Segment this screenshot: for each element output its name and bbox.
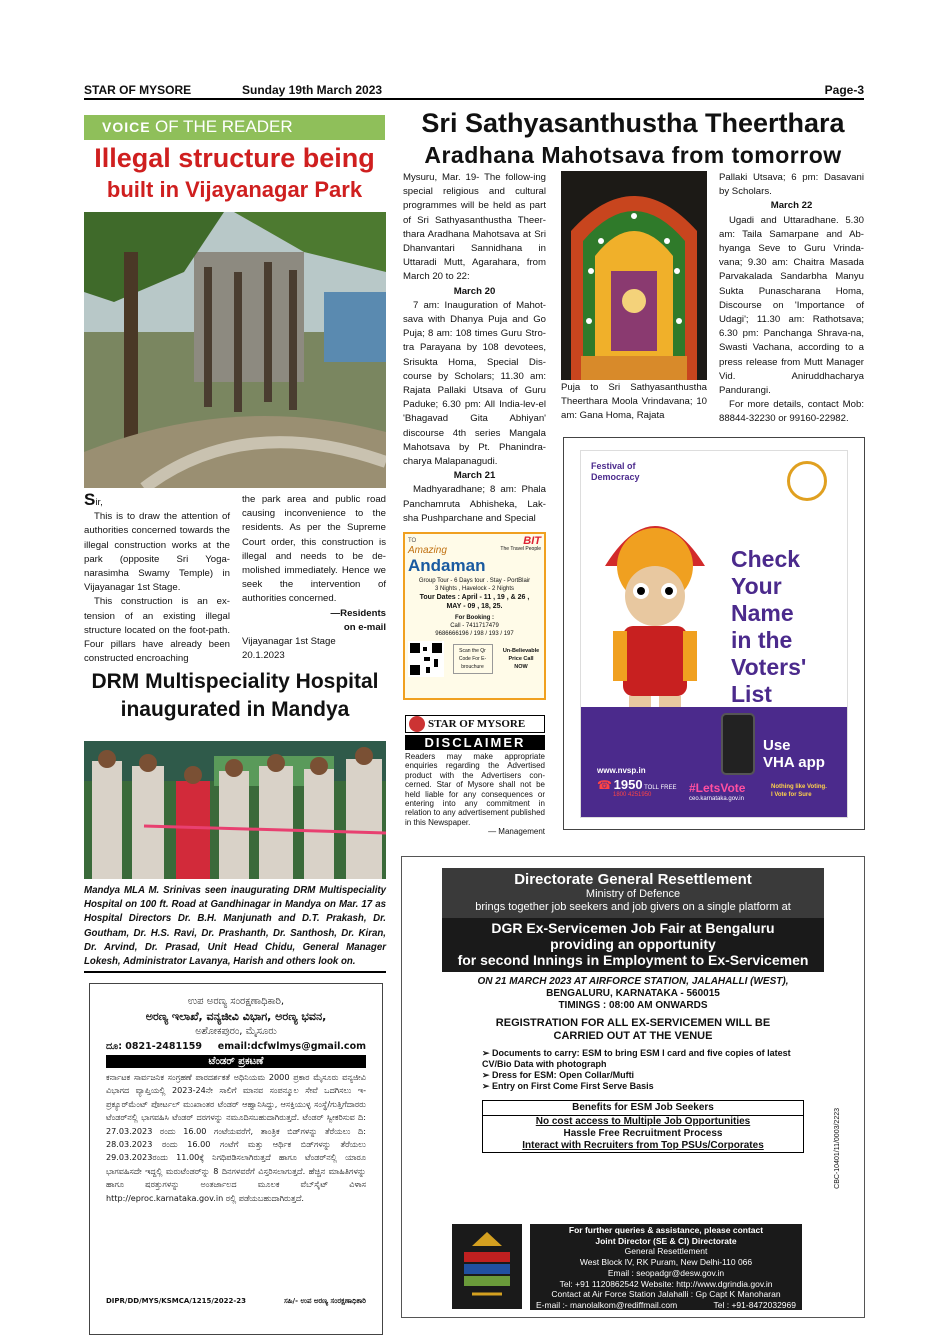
dgr-band3: for second Innings in Employment to Ex-Servicemen xyxy=(457,952,809,968)
dgr-benefit-3: Interact with Recruiters from Top PSUs/Corporates xyxy=(522,1140,764,1151)
tender-body: ಕರ್ನಾಟಕ ಸಾರ್ವಜನಿಕ ಸಂಗ್ರಹಣೆ ಪಾರದರ್ಶಕತೆ ಅಧಿನಿಯಮ 2000 ಪ್ರಕಾರ ಮೈಸೂರು ವನ್ಯಜೀವಿ ವಿಭಾಗದ ವ್ಯಾಪ್ತಿಯಲ್ಲಿ 2023-24ನೇ ಸಾಲಿಗೆ ಮಾನವ ಸಂಪನ್ಮೂಲ ಸೇವೆ ಒದಗಿಸಲು ಇ-ಪ್ರಕ್ಯೂರ್‌ಮೆಂಟ್ ಪೋರ್ಟಲ್ ಮುಖಾಂತರ ಟೆಂಡರ್ ಆಹ್ವಾನಿಸಿದ್ದು, ಆಸಕ್ತಿಯುಳ್ಳ ಸಂಸ್ಥೆ/ಗುತ್ತಿಗೆದಾರರು ಟೆಂಡರ್‌ನಲ್ಲಿ ಭಾಗವಹಿಸಿ ಟೆಂಡರ್ ದರಗಳನ್ನು ನಮೂದಿಸಬಹುದಾಗಿರುತ್ತದೆ. ಟೆಂಡರ್ ಸ್ವೀಕರಿಸುವ ದಿ: 27.03.2023 ರಂದು 16.00 ಗಂಟೆಯವರೆಗೆ, ತಾಂತ್ರಿಕ ಬಿಡ್‌ಗಳನ್ನು ತೆರೆಯಲು ದಿ: 28.03.2023 ರಂದು 16.00 ಗಂಟೆಗೆ ಮತ್ತು ಆರ್ಥಿಕ ಬಿಡ್‌ಗಳನ್ನು ತೆರೆಯಲು 29.03.2023ರಂದು 11.00ಕ್ಕೆ ನಿಗಧಿಪಡಿಸಲಾಗಿರುತ್ತದೆ ಹಾಗೂ ಟೆಂಡರ್‌ನಲ್ಲಿ ಯಾರೂ ಭಾಗವಹಿಸದೇ ಇದ್ದಲ್ಲಿ ಮರುಟೆಂಡರ್‌ನ್ನು 8 ದಿನಗಳವರೆಗೆ ವಿಸ್ತರಿಸಲಾಗುತ್ತದೆ. ಹೆಚ್ಚಿನ ಮಾಹಿತಿಗಳನ್ನು ಹಾಗೂ ಷರತ್ತುಗಳನ್ನು ಅಂತರ್ಜಾಲದ ಮೂಲಕ ವೆಬ್‌ಸೈಟ್ ವಿಳಾಸ http://eproc.karnataka.gov.in ರಲ್ಲಿ ಪಡೆಯಬಹುದಾಗಿರುತ್ತದೆ. xyxy=(106,1072,366,1203)
check-name-text xyxy=(731,546,806,708)
andaman-ad xyxy=(403,532,546,700)
andaman-bottom xyxy=(408,641,541,677)
aradhana-headline-line2: Aradhana Mahotsava from tomorrow xyxy=(424,142,842,168)
andaman-phone2: 9686666196 / 198 / 193 / 197 xyxy=(435,631,514,637)
tender-notice xyxy=(89,983,383,1335)
dgr-bullet-item: ➢ Dress for ESM: Open Collar/Mufti xyxy=(482,1070,635,1080)
helpline-block xyxy=(597,777,677,799)
dgr-contact4: West Block IV, RK Puram, New Delhi-110 066 xyxy=(579,1257,753,1268)
dgr-bullet-text: Entry on First Come First Serve Basis xyxy=(492,1081,654,1091)
disclaimer-box xyxy=(405,715,545,841)
dgr-benefits-box xyxy=(482,1100,804,1153)
tender-ref: DIPR/DD/MYS/KSMCA/1215/2022-23 xyxy=(106,1297,247,1305)
dgr-contact-last-row xyxy=(530,1300,802,1311)
aradhana-contact: For more details, contact Mob: 88844-32230 or 99160-22982. xyxy=(719,399,864,425)
dgr-contact-band xyxy=(530,1224,802,1310)
drm-photo xyxy=(84,741,386,879)
hospital-inauguration-image xyxy=(84,741,386,879)
dgr-benefits-head: Benefits for ESM Job Seekers xyxy=(483,1101,803,1116)
voters-ad-frame xyxy=(563,437,865,830)
andaman-amazing: Amazing xyxy=(408,545,447,556)
page-number: Page-3 xyxy=(824,83,864,97)
andaman-title: Andaman xyxy=(408,556,486,575)
aradhana-march22-head: March 22 xyxy=(770,200,813,212)
aradhana-march20-head: March 20 xyxy=(453,285,496,297)
dgr-side-code: CBC-10401/11/0003/2223 xyxy=(834,1108,841,1189)
disclaimer-title: DISCLAIMER xyxy=(405,735,545,750)
dgr-ministry: Ministry of Defence xyxy=(585,888,681,900)
dgr-registration xyxy=(442,1017,824,1043)
andaman-top xyxy=(408,537,541,575)
voice-col1-para2: This construction is an ex-tension of an existing illegal structure located on the foot-path. Four pillars have already been constructed encroaching xyxy=(84,596,230,665)
dgr-contact6: Tel: +91 1120862542 Website: http://www.dgrindia.gov.in xyxy=(559,1278,773,1289)
dgr-title: Directorate General Resettlement xyxy=(514,871,752,888)
voice-col2-para1: the park area and public road causing inconvenience to the residents. As per the Supreme Court order, this construction is illegal and needs to be de-molished immediately. Hence we seek the intervention of authorities concerned. xyxy=(242,494,386,605)
park-construction-image xyxy=(84,212,386,488)
phone-app-icon xyxy=(721,713,755,775)
aradhana-march22-text: Ugadi and Uttaradhane. 5.30 am: Taila Samarpane and Ab-hyanga Seve to Guru Vrinda-vana; 9.30 am: Chaitra Masada Parvakalada Sandarbha Manyu Sukta Punascharana Homa, Discourse on 'Importance of Udagi'; 11.30 am: Rathotsava; 6.30 pm: Panchanga Shrava-na, Swasti Vachana, according to a press release from Mutt Manager Vid. Aniruddhacharya Pandurangi. xyxy=(719,214,864,397)
dgr-bullet-item: ➢ Entry on First Come First Serve Basis xyxy=(482,1081,654,1091)
disclaimer-sign: — Management xyxy=(488,827,545,837)
check-line2: Your xyxy=(731,573,782,599)
dgr-reg1: REGISTRATION FOR ALL EX-SERVICEMEN WILL BE xyxy=(495,1017,771,1029)
aradhana-col3-top: Pallaki Utsava; 6 pm: Dasavani by Scholars. xyxy=(719,172,864,198)
dgr-contact7: Contact at Air Force Station Jalahalli : Gp Capt K Manoharan xyxy=(551,1289,781,1300)
andaman-scan: Scan the Qr Code For E-brouchure xyxy=(453,644,493,674)
slogan-line2: I Vote for Sure xyxy=(771,792,812,798)
drm-headline-line1: DRM Multispeciality Hospital xyxy=(91,670,379,693)
voice-col1-para1: This is to draw the attention of authorities concerned towards the illegal construction works at the park (opposite Sri Yoga-narasimha Swamy Temple) in Vijayanagar 1st Stage. xyxy=(84,511,230,594)
check-line6: List xyxy=(731,681,772,707)
festival-line1: Festival of xyxy=(591,461,636,471)
nvsp-url: www.nvsp.in xyxy=(597,766,646,775)
tender-title: ಟೆಂಡರ್ ಪ್ರಕಟಣೆ xyxy=(106,1055,366,1068)
dgr-venue2: BENGALURU, KARNATAKA - 560015 xyxy=(546,988,720,999)
aradhana-headline-line1: Sri Sathyasanthustha Theerthara xyxy=(421,108,845,138)
andaman-brand: BIT xyxy=(523,535,541,547)
andaman-line1: Group Tour - 6 Days tour . Stay - PortBlair xyxy=(418,578,531,584)
issue-date: Sunday 19th March 2023 xyxy=(242,83,383,97)
drm-headline-line2: inaugurated in Mandya xyxy=(120,698,350,721)
use-app-text xyxy=(763,737,825,771)
dgr-contact2: Joint Director (SE & CI) Directorate xyxy=(595,1235,737,1246)
army-emblem-icon xyxy=(452,1224,522,1309)
voice-signature-1: —Residents xyxy=(330,607,386,619)
app-line: VHA app xyxy=(763,754,825,771)
tender-header xyxy=(106,994,366,1039)
tender-head-1: ಉಪ ಅರಣ್ಯ ಸಂರಕ್ಷಣಾಧಿಕಾರಿ, xyxy=(187,996,285,1007)
tender-footer xyxy=(106,1297,366,1306)
dgr-title-band xyxy=(442,868,824,918)
festival-label xyxy=(591,461,640,483)
dgr-jobfair-band xyxy=(442,918,824,972)
voice-tag-bold: VOICE xyxy=(102,119,151,135)
voice-headline-line1: Illegal structure being xyxy=(94,143,375,173)
voice-headline-line2: built in Vijayanagar Park xyxy=(106,177,363,202)
festival-line2: Democracy xyxy=(591,472,640,482)
dgr-venue1: ON 21 MARCH 2023 AT AIRFORCE STATION, JALAHALLI (WEST), xyxy=(477,976,789,987)
dgr-benefit-2: Hassle Free Recruitment Process xyxy=(563,1128,723,1139)
disclaimer-logo xyxy=(405,715,545,733)
dgr-bullet-text: Dress for ESM: Open Collar/Mufti xyxy=(492,1070,635,1080)
check-line4: in the xyxy=(731,627,793,653)
andaman-line2: 3 Nights , Havelock - 2 Nights xyxy=(434,586,515,592)
drm-headline xyxy=(78,668,392,724)
andaman-details xyxy=(408,577,541,638)
voice-headline xyxy=(84,141,385,205)
voice-col2 xyxy=(242,493,386,663)
aradhana-col3 xyxy=(719,171,864,427)
dgr-ad xyxy=(442,868,841,1310)
andaman-dates1: Tour Dates : April - 11 , 19 , & 26 , xyxy=(419,594,530,601)
voice-tag-rest: OF THE READER xyxy=(155,117,293,136)
aradhana-march20-text: 7 am: Inauguration of Mahot-sava with Dhanya Puja and Go Puja; 8 am: 108 times Guru Stro-tra Parayana by 108 devotees, Srisukta Homa, Special Dis-course by Scholars; 11.30 am: Rajata Pallaki Utsava of Guru Paduke; 6.30 pm: All India-lev-el 'Bhagavad Gita Abhiyan' discourse 4th series Mangala Mahotsava by Pt. Phanindra-charya Malapanagudi. xyxy=(403,299,546,468)
dgr-contact3: General Resettlement xyxy=(624,1246,708,1257)
helpline-tollfree: TOLL FREE xyxy=(644,785,677,791)
andaman-dates2: MAY - 09 , 18, 25. xyxy=(446,603,503,610)
aradhana-march21-text: Madhyaradhane; 8 am: Phala Panchamruta Abhisheka, Lak-sha Pushparchane and Special xyxy=(403,484,546,524)
andaman-price: Un-Believable Price Call NOW xyxy=(502,648,540,670)
dgr-contact5: Email : seopadgr@desw.gov.in xyxy=(607,1267,725,1278)
voting-slogan xyxy=(771,783,827,799)
dgr-contact1: For further queries & assistance, please contact xyxy=(568,1225,764,1235)
voice-date: 20.1.2023 xyxy=(242,650,285,662)
andaman-brand-block xyxy=(500,537,541,575)
aradhana-headline xyxy=(398,106,868,170)
check-line3: Name xyxy=(731,600,794,626)
dgr-benefit-1: No cost access to Multiple Job Opportunities xyxy=(535,1116,751,1127)
andaman-booking: For Booking : xyxy=(455,615,494,621)
sun-logo-icon xyxy=(409,716,425,732)
tender-head-2: ಅರಣ್ಯ ಇಲಾಖೆ, ವನ್ಯಜೀವಿ ವಿಭಾಗ, ಅರಣ್ಯ ಭವನ, xyxy=(145,1010,327,1023)
dgr-band2: providing an opportunity xyxy=(550,936,716,952)
dgr-bullet-item: ➢ Documents to carry: ESM to bring ESM I card and five copies of latest CV/Bio Data with photograph xyxy=(482,1048,791,1069)
dgr-venue xyxy=(442,976,824,1012)
voice-col1 xyxy=(84,490,230,666)
dgr-bullets xyxy=(482,1048,804,1092)
letsvote-hashtag: #LetsVote xyxy=(689,781,746,795)
masthead-name: STAR OF MYSORE xyxy=(84,83,192,97)
disclaimer-logo-text: STAR OF MYSORE xyxy=(428,718,526,730)
page-header xyxy=(84,80,864,100)
voice-of-reader-banner xyxy=(84,115,385,140)
slogan-line1: Nothing like Voting. xyxy=(771,784,827,790)
dgr-venue3: TIMINGS : 08:00 AM ONWARDS xyxy=(558,1000,708,1011)
helpline-number: 1950 xyxy=(613,777,643,792)
helpline-alt-number: 1800 4251950 xyxy=(613,792,652,798)
voice-place: Vijayanagar 1st Stage xyxy=(242,636,336,648)
election-logo-icon xyxy=(787,461,827,501)
andaman-phone1: Call - 7411717479 xyxy=(450,623,499,629)
check-line5: Voters' xyxy=(731,654,807,680)
dgr-reg2: CARRIED OUT AT THE VENUE xyxy=(553,1030,713,1042)
drm-caption: Mandya MLA M. Srinivas seen inaugurating DRM Multispeciality Hospital on 100 ft. Road at Gandhinagar in Mandya on Mar. 17 as Hospital Directors Dr. B.H. Manjunath and D.T. Prakash, Dr. Goutham, Dr. H.S. Ravi, Dr. Prashanth, Dr. Santhosh, Dr. Kiran, Dr. Arvind, Dr. Prasad, Unit Head Chidu, General Manager Lokesh, Administrator Lavanya, Harish and others look on. xyxy=(84,884,386,973)
andaman-title-block xyxy=(408,537,485,575)
tender-contact-row xyxy=(106,1041,366,1052)
andaman-brand-sub: The Travel People xyxy=(500,546,541,552)
aradhana-col1 xyxy=(403,171,546,526)
voice-signature-2: on e-mail xyxy=(343,621,386,633)
dgr-tagline: brings together job seekers and job givers on a single platform at xyxy=(475,901,791,913)
dgr-band1: DGR Ex-Servicemen Job Fair at Bengaluru xyxy=(491,920,775,936)
voters-ad xyxy=(580,450,848,818)
vrindavana-image xyxy=(561,171,707,380)
tender-sign: ಸಹಿ/- ಉಪ ಅರಣ್ಯ ಸಂರಕ್ಷಣಾಧಿಕಾರಿ xyxy=(284,1297,366,1305)
voice-dropcap: S xyxy=(84,490,96,509)
dgr-ad-frame xyxy=(401,856,865,1318)
dgr-bullet-text: Documents to carry: ESM to bring ESM I card and five copies of latest CV/Bio Data with photograph xyxy=(482,1048,791,1069)
qr-code-icon xyxy=(408,641,444,677)
tender-head-3: ಅಶೋಕಪುರಂ, ಮೈಸೂರು xyxy=(195,1026,277,1037)
tender-phone: ದೂ: 0821-2481159 xyxy=(106,1041,202,1052)
disclaimer-text: Readers may make appropriate enquiries regarding the Advertised product with the Advertisers con-cerned. Star of Mysore shall not be held liable for any consequences or entering into any commitment in relation to any advertisement published in this Newspaper. xyxy=(405,752,545,827)
andaman-to: TO xyxy=(408,538,417,544)
aradhana-photo-caption: Puja to Sri Sathyasanthustha Theerthara Moola Vrindavana; 10 am: Gana Homa, Rajata xyxy=(561,382,707,422)
aradhana-intro: Mysuru, Mar. 19- The follow-ing special religious and cultural programmes will be held as part of Sri Sathyasanthustha Theer-thara Aradhana Mahotsava at Sri Dhanvantari Sannidhana in Uttaradi Mutt, Agarahara, from March 20 to 22: xyxy=(403,172,546,283)
park-photo xyxy=(84,212,386,488)
phone-icon: ☎ xyxy=(597,778,612,792)
dgr-contact8: E-mail :- manolalkom@rediffmail.com xyxy=(536,1299,678,1310)
voice-salutation: ir, xyxy=(95,497,103,508)
vrindavana-photo xyxy=(561,171,707,380)
use-line: Use xyxy=(763,737,791,754)
dgr-contact9: Tel : +91-8472032969 xyxy=(713,1299,796,1310)
tender-email: email:dcfwlmys@gmail.com xyxy=(217,1041,366,1052)
check-line1: Check xyxy=(731,546,801,572)
ceo-url: ceo.karnataka.gov.in xyxy=(689,796,744,802)
aradhana-march21-head: March 21 xyxy=(453,470,496,482)
